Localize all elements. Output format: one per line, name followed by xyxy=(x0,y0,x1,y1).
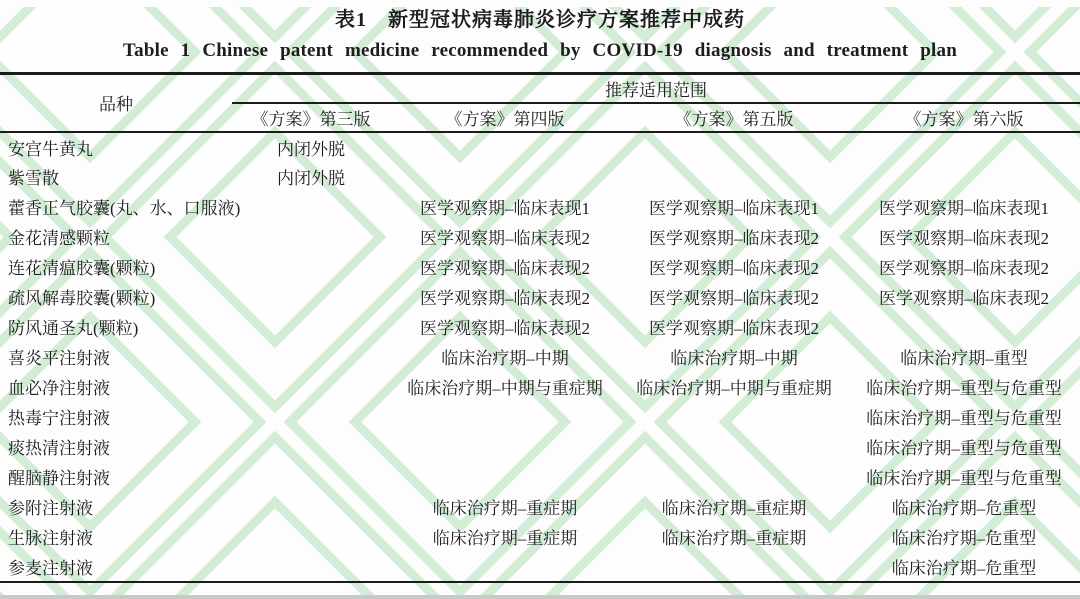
cell-plan-v3 xyxy=(232,252,390,282)
cell-plan-v3 xyxy=(232,492,390,522)
table-row xyxy=(0,282,1080,312)
cell-plan-v3 xyxy=(232,222,390,252)
cell-plan-v5: 临床治疗期–中期 xyxy=(670,349,798,368)
table-row xyxy=(0,372,1080,402)
table-row xyxy=(0,192,1080,222)
column-header-plan-v3: 《方案》第三版 xyxy=(251,109,371,129)
table-row xyxy=(0,132,1080,162)
table-row xyxy=(0,522,1080,552)
cell-plan-v3 xyxy=(232,522,390,552)
cell-plan-v4 xyxy=(390,462,620,492)
cell-plan-v4 xyxy=(390,402,620,432)
cell-plan-v6: 医学观察期–临床表现2 xyxy=(879,259,1049,278)
cell-plan-v5: 医学观察期–临床表现1 xyxy=(649,199,819,218)
cell-plan-v5 xyxy=(620,552,848,582)
cell-plan-v4: 医学观察期–临床表现2 xyxy=(420,289,590,308)
cell-plan-v6: 临床治疗期–危重型 xyxy=(891,499,1037,518)
cell-plan-v5 xyxy=(620,462,848,492)
cell-plan-v6: 临床治疗期–危重型 xyxy=(891,558,1037,578)
table-row xyxy=(0,552,1080,582)
cell-plan-v3 xyxy=(232,342,390,372)
medicine-name: 安宫牛黄丸 xyxy=(8,139,93,159)
cell-plan-v4: 临床治疗期–重症期 xyxy=(432,529,578,548)
cell-plan-v5 xyxy=(620,432,848,462)
cell-plan-v5: 医学观察期–临床表现2 xyxy=(649,259,819,278)
cell-plan-v5 xyxy=(620,402,848,432)
column-header-scope: 推荐适用范围 xyxy=(232,74,1080,103)
medicine-name: 喜炎平注射液 xyxy=(8,349,110,368)
table-row xyxy=(0,402,1080,432)
cell-plan-v3: 内闭外脱 xyxy=(277,169,345,188)
medicine-name: 连花清瘟胶囊(颗粒) xyxy=(8,259,156,278)
medicine-recommendation-table xyxy=(0,72,1080,583)
cell-plan-v3 xyxy=(232,462,390,492)
table-row xyxy=(0,342,1080,372)
cell-plan-v6: 临床治疗期–重型与危重型 xyxy=(866,469,1062,488)
cell-plan-v6: 医学观察期–临床表现2 xyxy=(879,229,1049,248)
cell-plan-v3 xyxy=(232,312,390,342)
table-title-chinese: 表1 新型冠状病毒肺炎诊疗方案推荐中成药 xyxy=(335,9,745,31)
medicine-name: 生脉注射液 xyxy=(8,529,93,548)
cell-plan-v5 xyxy=(620,132,848,162)
header-row-scope xyxy=(0,74,1080,103)
cell-plan-v3 xyxy=(232,282,390,312)
cell-plan-v4: 医学观察期–临床表现2 xyxy=(420,229,590,248)
medicine-name: 金花清感颗粒 xyxy=(8,229,110,248)
cell-plan-v6 xyxy=(848,312,1080,342)
table-row xyxy=(0,312,1080,342)
cell-plan-v3 xyxy=(232,402,390,432)
column-header-variety: 品种 xyxy=(99,95,133,115)
cell-plan-v6: 临床治疗期–重型 xyxy=(900,349,1028,368)
cell-plan-v4: 医学观察期–临床表现1 xyxy=(420,199,590,218)
paper-table-figure xyxy=(0,7,1080,583)
column-header-plan-v5: 《方案》第五版 xyxy=(674,109,794,129)
cell-plan-v4: 医学观察期–临床表现2 xyxy=(420,319,590,338)
cell-plan-v4: 临床治疗期–中期与重症期 xyxy=(407,379,603,398)
cell-plan-v5: 临床治疗期–重症期 xyxy=(661,529,807,548)
cell-plan-v6: 临床治疗期–重型与危重型 xyxy=(866,439,1062,458)
table-row xyxy=(0,462,1080,492)
cell-plan-v5: 医学观察期–临床表现2 xyxy=(649,229,819,248)
cell-plan-v4 xyxy=(390,432,620,462)
cell-plan-v6 xyxy=(848,132,1080,162)
medicine-name: 紫雪散 xyxy=(8,169,59,188)
cell-plan-v3: 内闭外脱 xyxy=(277,139,345,159)
cell-plan-v6 xyxy=(848,162,1080,192)
cell-plan-v5: 医学观察期–临床表现2 xyxy=(649,289,819,308)
cell-plan-v4: 临床治疗期–中期 xyxy=(441,349,569,368)
cell-plan-v4 xyxy=(390,552,620,582)
medicine-name: 痰热清注射液 xyxy=(8,439,110,458)
cell-plan-v4 xyxy=(390,162,620,192)
cell-plan-v5: 临床治疗期–中期与重症期 xyxy=(636,379,832,398)
cell-plan-v4: 临床治疗期–重症期 xyxy=(432,499,578,518)
table-title-english: Table 1 Chinese patent medicine recommended by COVID-19 diagnosis and treatment plan xyxy=(123,40,957,61)
cell-plan-v6: 临床治疗期–危重型 xyxy=(891,529,1037,548)
medicine-name: 防风通圣丸(颗粒) xyxy=(8,319,139,338)
cell-plan-v3 xyxy=(232,372,390,402)
cell-plan-v5 xyxy=(620,162,848,192)
cell-plan-v6: 临床治疗期–重型与危重型 xyxy=(866,409,1062,428)
table-row xyxy=(0,432,1080,462)
cell-plan-v3 xyxy=(232,432,390,462)
medicine-name: 疏风解毒胶囊(颗粒) xyxy=(8,289,156,308)
medicine-name: 热毒宁注射液 xyxy=(8,409,110,428)
cell-plan-v6: 医学观察期–临床表现2 xyxy=(879,289,1049,308)
medicine-name: 血必净注射液 xyxy=(8,379,110,398)
column-header-plan-v6: 《方案》第六版 xyxy=(904,109,1024,129)
medicine-name: 参麦注射液 xyxy=(8,558,93,578)
cell-plan-v5: 临床治疗期–重症期 xyxy=(661,499,807,518)
table-row xyxy=(0,162,1080,192)
cell-plan-v3 xyxy=(232,552,390,582)
page-scan-bottom-edge xyxy=(0,595,1080,599)
column-header-plan-v4: 《方案》第四版 xyxy=(445,109,565,129)
cell-plan-v5: 医学观察期–临床表现2 xyxy=(649,319,819,338)
cell-plan-v4 xyxy=(390,132,620,162)
table-row xyxy=(0,222,1080,252)
medicine-name: 藿香正气胶囊(丸、水、口服液) xyxy=(8,199,241,218)
medicine-name: 参附注射液 xyxy=(8,499,93,518)
cell-plan-v4: 医学观察期–临床表现2 xyxy=(420,259,590,278)
medicine-name: 醒脑静注射液 xyxy=(8,469,110,488)
table-row xyxy=(0,492,1080,522)
table-row xyxy=(0,252,1080,282)
cell-plan-v6: 临床治疗期–重型与危重型 xyxy=(866,379,1062,398)
cell-plan-v6: 医学观察期–临床表现1 xyxy=(879,199,1049,218)
cell-plan-v3 xyxy=(232,192,390,222)
